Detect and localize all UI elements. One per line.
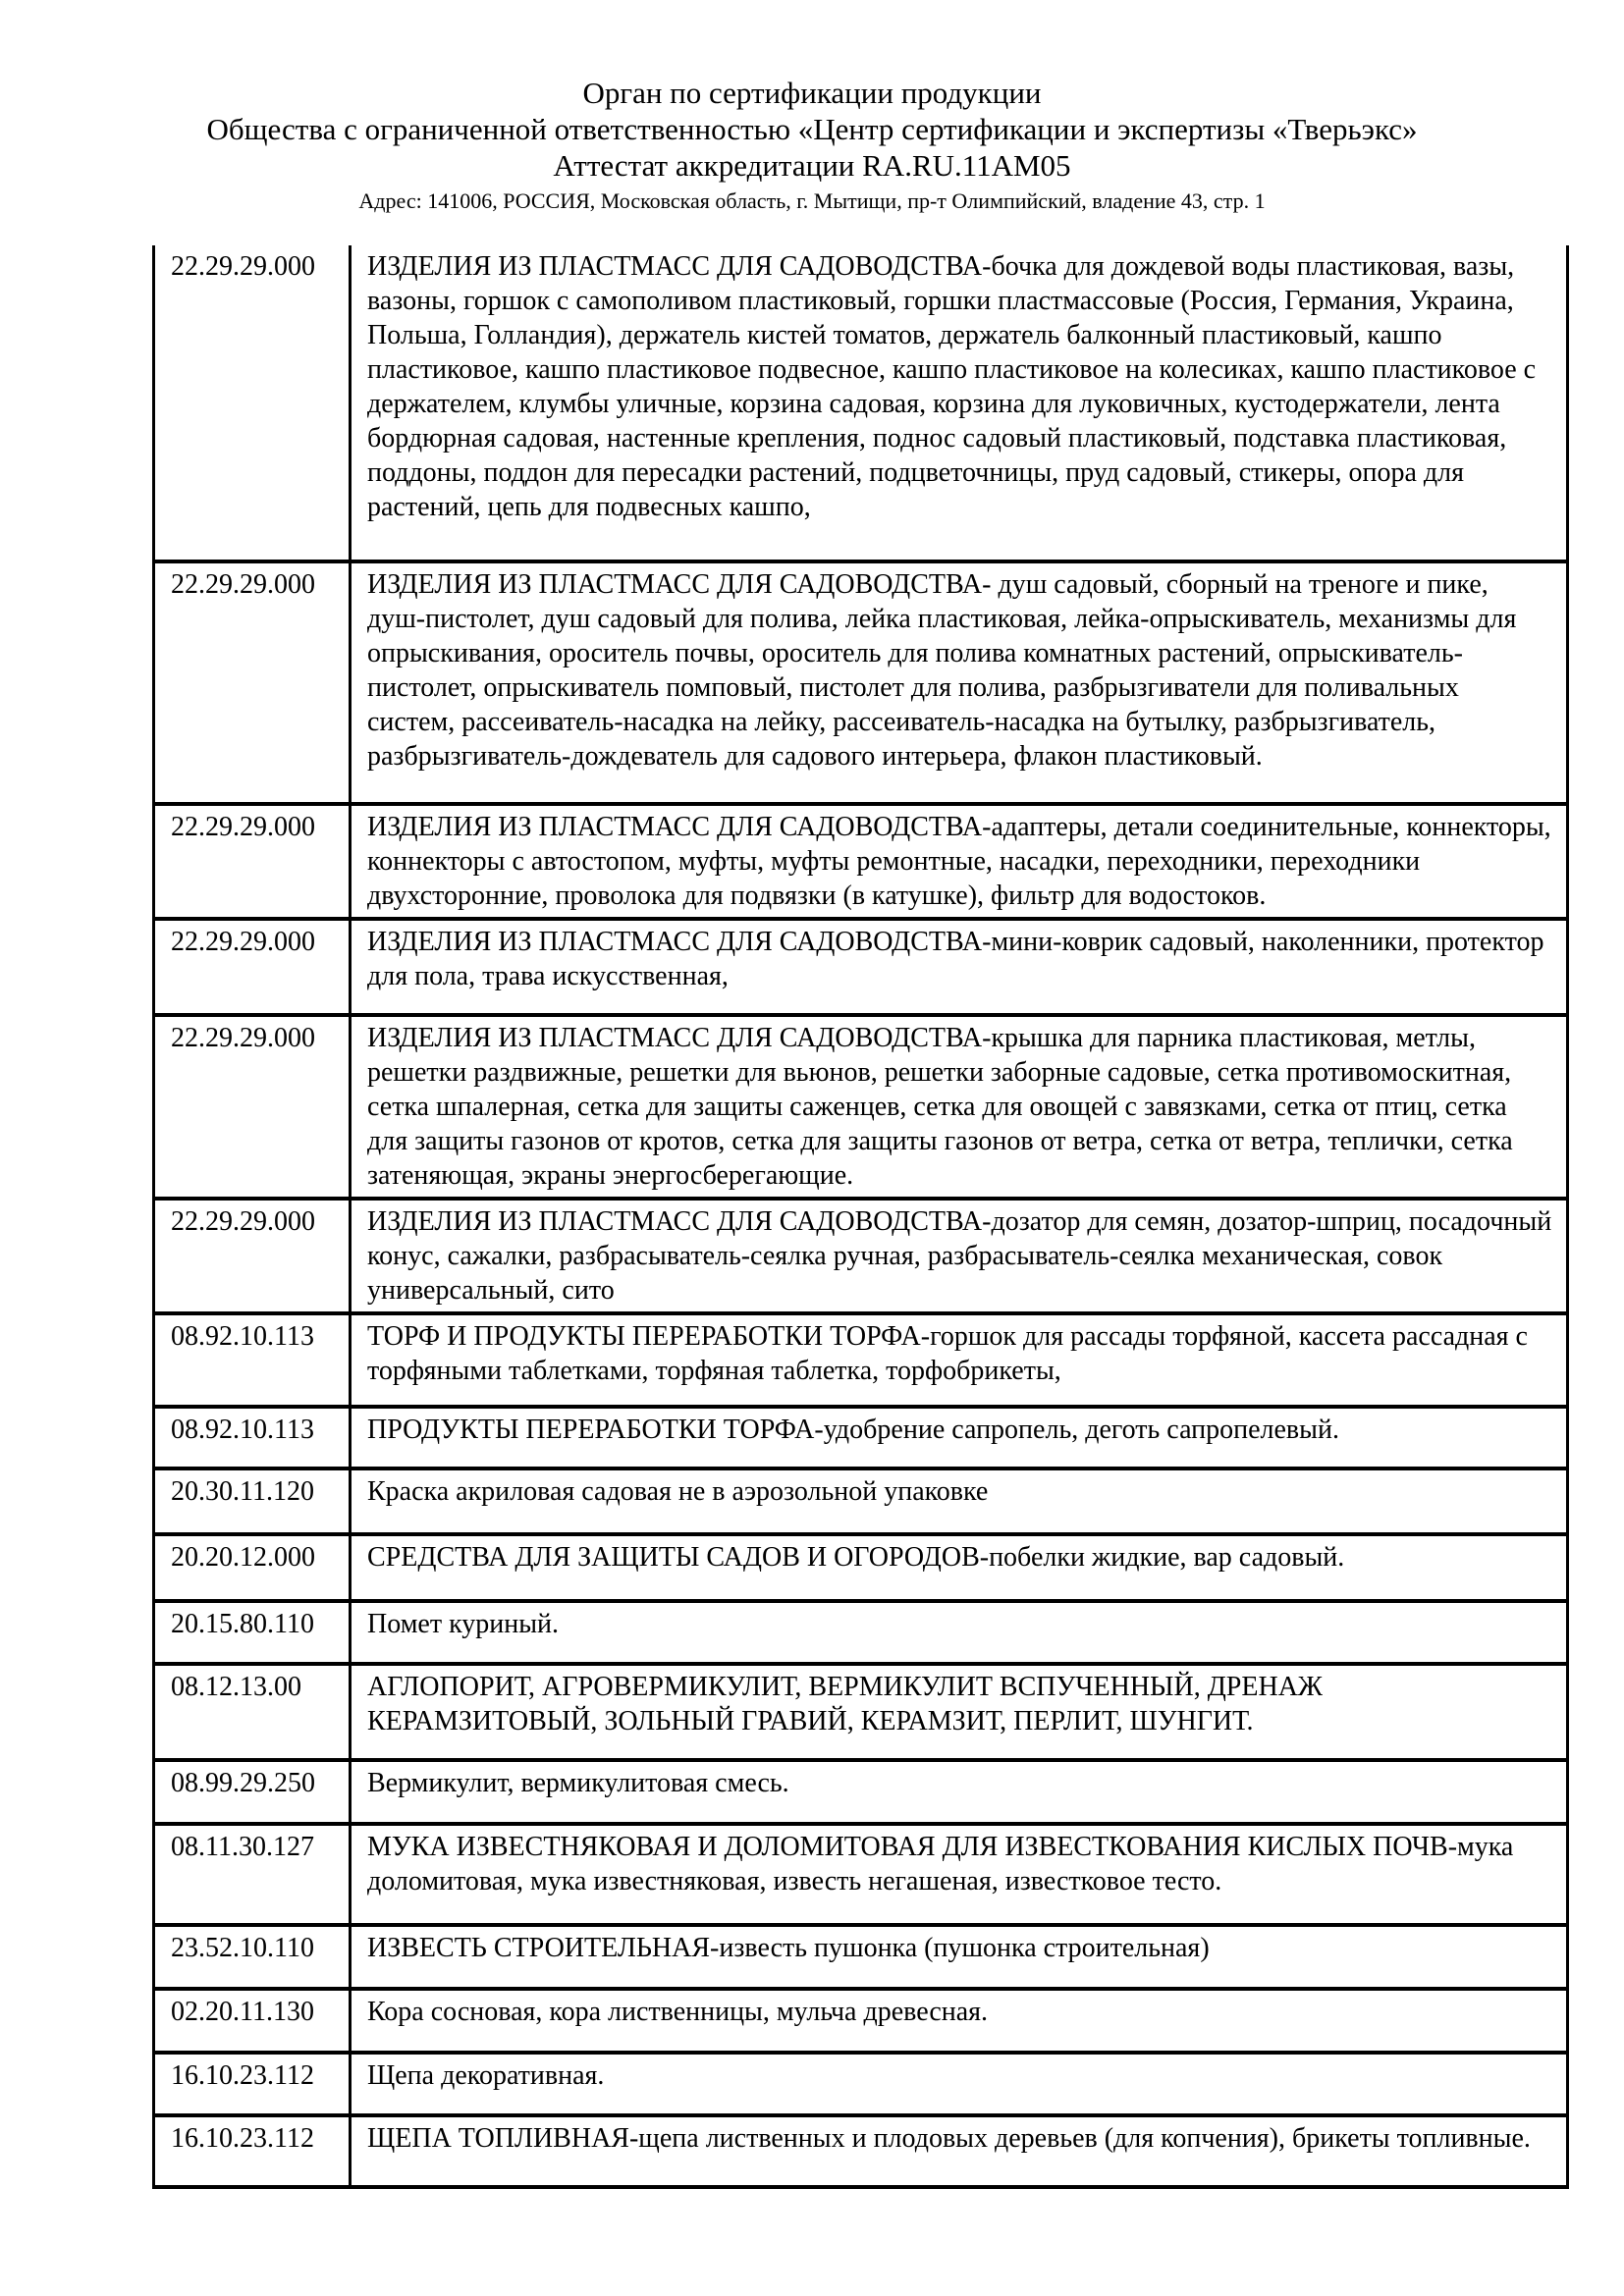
product-code-cell: 20.30.11.120 bbox=[154, 1468, 351, 1534]
table-row bbox=[154, 1760, 1568, 1824]
table-row bbox=[154, 804, 1568, 919]
product-description-cell: ИЗДЕЛИЯ ИЗ ПЛАСТМАСС ДЛЯ САДОВОДСТВА-бочка для дождевой воды пластиковая, вазы, вазоны, горшок с самополивом пластиковый, горшки пластмассовые (Россия, Германия, Украина, Польша, Голландия), держатель кистей томатов, держатель балконный пластиковый, кашпо пластиковое, кашпо пластиковое подвесное, кашпо пластиковое на колесиках, кашпо пластиковое с держателем, клумбы уличные, корзина садовая, корзина для луковичных, кустодержатели, лента бордюрная садовая, настенные крепления, поднос садовый пластиковый, подставка пластиковая, поддоны, поддон для пересадки растений, подцветочницы, пруд садовый, стикеры, опора для растений, цепь для подвесных кашпо, bbox=[351, 245, 1568, 561]
product-description-cell: ЩЕПА ТОПЛИВНАЯ-щепа лиственных и плодовых деревьев (для копчения), брикеты топливные. bbox=[351, 2115, 1568, 2187]
product-description-cell: Краска акриловая садовая не в аэрозольной упаковке bbox=[351, 1468, 1568, 1534]
product-code-cell: 22.29.29.000 bbox=[154, 804, 351, 919]
product-code-cell: 16.10.23.112 bbox=[154, 2115, 351, 2187]
table-row bbox=[154, 245, 1568, 561]
product-code-cell: 08.99.29.250 bbox=[154, 1760, 351, 1824]
header-address-line: Адрес: 141006, РОССИЯ, Московская область, г. Мытищи, пр-т Олимпийский, владение 43, стр. 1 bbox=[358, 188, 1266, 213]
product-code-cell: 22.29.29.000 bbox=[154, 1199, 351, 1313]
product-description-cell: ИЗДЕЛИЯ ИЗ ПЛАСТМАСС ДЛЯ САДОВОДСТВА-мини-коврик садовый, наколенники, протектор для пола, трава искусственная, bbox=[351, 919, 1568, 1015]
product-code-cell: 22.29.29.000 bbox=[154, 919, 351, 1015]
product-description-cell: СРЕДСТВА ДЛЯ ЗАЩИТЫ САДОВ И ОГОРОДОВ-побелки жидкие, вар садовый. bbox=[351, 1534, 1568, 1601]
products-table bbox=[152, 245, 1569, 2189]
product-description-cell: Кора сосновая, кора лиственницы, мульча древесная. bbox=[351, 1989, 1568, 2053]
product-description-cell: МУКА ИЗВЕСТНЯКОВАЯ И ДОЛОМИТОВАЯ ДЛЯ ИЗВЕСТКОВАНИЯ КИСЛЫХ ПОЧВ-мука доломитовая, мука известняковая, известь негашеная, известковое тесто. bbox=[351, 1824, 1568, 1925]
table-row bbox=[154, 1601, 1568, 1664]
table-row bbox=[154, 1407, 1568, 1468]
table-row bbox=[154, 2053, 1568, 2115]
table-row bbox=[154, 1534, 1568, 1601]
product-code-cell: 22.29.29.000 bbox=[154, 1015, 351, 1199]
table-row bbox=[154, 1313, 1568, 1407]
table-row bbox=[154, 919, 1568, 1015]
product-code-cell: 22.29.29.000 bbox=[154, 245, 351, 561]
document-header bbox=[0, 0, 1624, 216]
product-description-cell: ИЗДЕЛИЯ ИЗ ПЛАСТМАСС ДЛЯ САДОВОДСТВА-адаптеры, детали соединительные, коннекторы, коннекторы с автостопом, муфты, муфты ремонтные, насадки, переходники, переходники двухсторонние, проволока для подвязки (в катушке), фильтр для водостоков. bbox=[351, 804, 1568, 919]
product-description-cell: Вермикулит, вермикулитовая смесь. bbox=[351, 1760, 1568, 1824]
table-row bbox=[154, 1468, 1568, 1534]
product-description-cell: АГЛОПОРИТ, АГРОВЕРМИКУЛИТ, ВЕРМИКУЛИТ ВСПУЧЕННЫЙ, ДРЕНАЖ КЕРАМЗИТОВЫЙ, ЗОЛЬНЫЙ ГРАВИЙ, КЕРАМЗИТ, ПЕРЛИТ, ШУНГИТ. bbox=[351, 1664, 1568, 1760]
product-description-cell: ПРОДУКТЫ ПЕРЕРАБОТКИ ТОРФА-удобрение сапропель, деготь сапропелевый. bbox=[351, 1407, 1568, 1468]
header-org-line: Орган по сертификации продукции bbox=[582, 76, 1042, 110]
product-code-cell: 08.92.10.113 bbox=[154, 1313, 351, 1407]
product-description-cell: ТОРФ И ПРОДУКТЫ ПЕРЕРАБОТКИ ТОРФА-горшок для рассады торфяной, кассета рассадная с торфяными таблетками, торфяная таблетка, торфобрикеты, bbox=[351, 1313, 1568, 1407]
table-row bbox=[154, 1199, 1568, 1313]
product-code-cell: 16.10.23.112 bbox=[154, 2053, 351, 2115]
product-code-cell: 08.11.30.127 bbox=[154, 1824, 351, 1925]
product-description-cell: ИЗДЕЛИЯ ИЗ ПЛАСТМАСС ДЛЯ САДОВОДСТВА-крышка для парника пластиковая, метлы, решетки раздвижные, решетки для вьюнов, решетки заборные садовые, сетка противомоскитная, сетка шпалерная, сетка для защиты саженцев, сетка для овощей с завязками, сетка от птиц, сетка для защиты газонов от кротов, сетка для защиты газонов от ветра, сетка от ветра, теплички, сетка затеняющая, экраны энергосберегающие. bbox=[351, 1015, 1568, 1199]
table-row bbox=[154, 561, 1568, 804]
products-table-body bbox=[154, 245, 1568, 2187]
header-company-line: Общества с ограниченной ответственностью «Центр сертификации и экспертизы «Тверьэкс» bbox=[206, 112, 1418, 146]
product-code-cell: 20.20.12.000 bbox=[154, 1534, 351, 1601]
product-code-cell: 08.92.10.113 bbox=[154, 1407, 351, 1468]
product-code-cell: 23.52.10.110 bbox=[154, 1925, 351, 1989]
product-description-cell: ИЗДЕЛИЯ ИЗ ПЛАСТМАСС ДЛЯ САДОВОДСТВА- душ садовый, сборный на треноге и пике, душ-пистолет, душ садовый для полива, лейка пластиковая, лейка-опрыскиватель, механизмы для опрыскивания, ороситель почвы, ороситель для полива комнатных растений, опрыскиватель-пистолет, опрыскиватель помповый, пистолет для полива, разбрызгиватели для поливальных систем, рассеиватель-насадка на лейку, рассеиватель-насадка на бутылку, разбрызгиватель, разбрызгиватель-дождеватель для садового интерьера, флакон пластиковый. bbox=[351, 561, 1568, 804]
table-row bbox=[154, 1015, 1568, 1199]
product-description-cell: Помет куриный. bbox=[351, 1601, 1568, 1664]
table-row bbox=[154, 1989, 1568, 2053]
table-row bbox=[154, 1664, 1568, 1760]
product-description-cell: Щепа декоративная. bbox=[351, 2053, 1568, 2115]
product-code-cell: 22.29.29.000 bbox=[154, 561, 351, 804]
product-code-cell: 20.15.80.110 bbox=[154, 1601, 351, 1664]
product-description-cell: ИЗВЕСТЬ СТРОИТЕЛЬНАЯ-известь пушонка (пушонка строительная) bbox=[351, 1925, 1568, 1989]
table-row bbox=[154, 2115, 1568, 2187]
product-code-cell: 08.12.13.00 bbox=[154, 1664, 351, 1760]
table-row bbox=[154, 1824, 1568, 1925]
table-row bbox=[154, 1925, 1568, 1989]
product-code-cell: 02.20.11.130 bbox=[154, 1989, 351, 2053]
product-description-cell: ИЗДЕЛИЯ ИЗ ПЛАСТМАСС ДЛЯ САДОВОДСТВА-дозатор для семян, дозатор-шприц, посадочный конус, сажалки, разбрасыватель-сеялка ручная, разбрасыватель-сеялка механическая, совок универсальный, сито bbox=[351, 1199, 1568, 1313]
header-accreditation-line: Аттестат аккредитации RA.RU.11АМ05 bbox=[553, 148, 1071, 183]
